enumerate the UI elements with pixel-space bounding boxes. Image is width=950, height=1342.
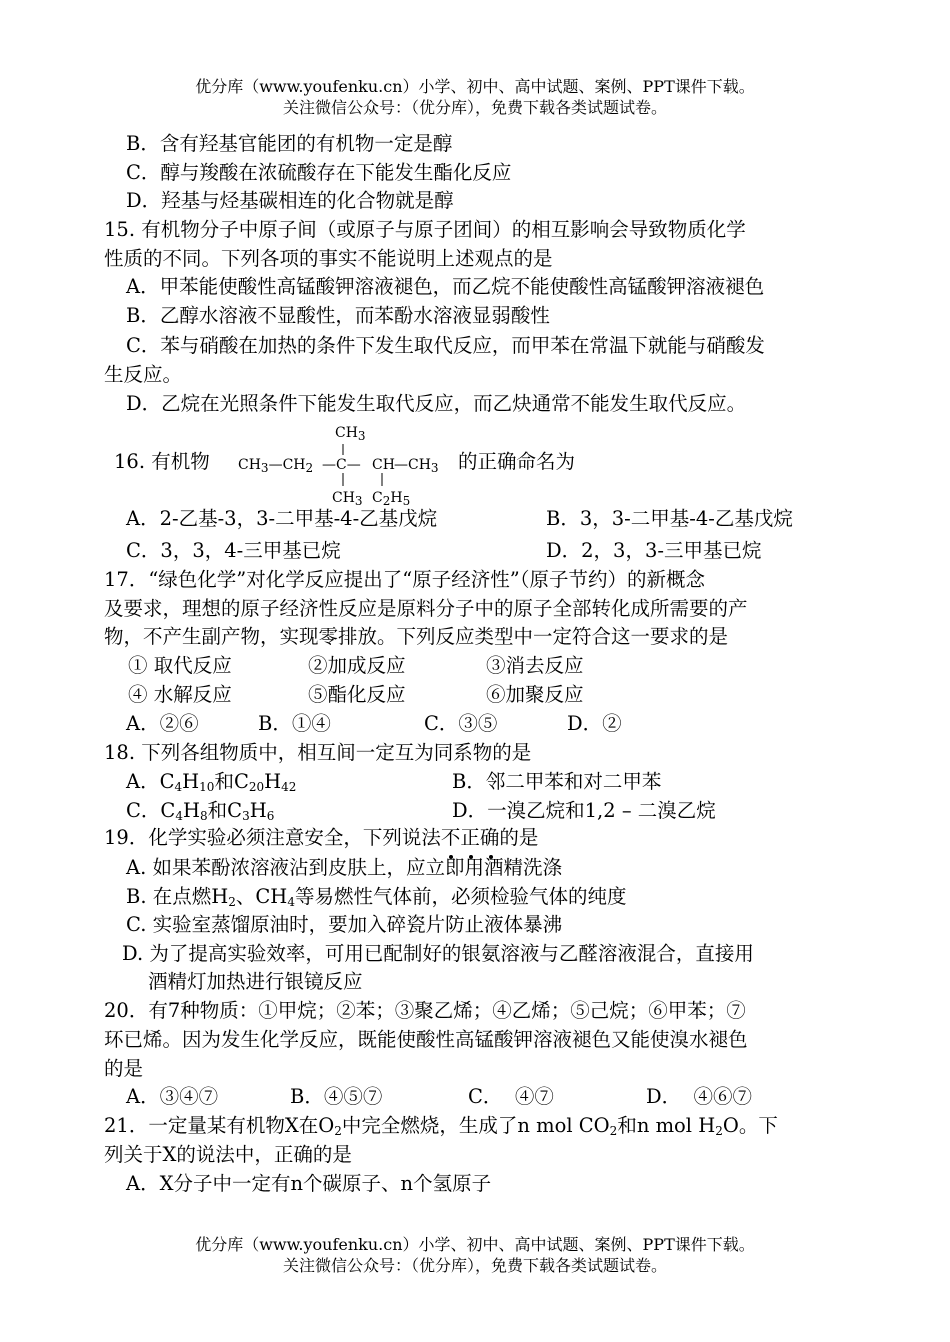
q17-reaction-1: ① 取代反应 [128,654,232,677]
q20-stem-line-3: 的是 [104,1057,144,1080]
footer-line-2: 关注微信公众号：（优分库），免费下载各类试题试卷。 [282,1256,667,1275]
q21-option-a: A．X分子中一定有n个碳原子、n个氢原子 [126,1172,492,1195]
q17-stem-line-2: 及要求，理想的原子经济性反应是原料分子中的原子全部转化成所需要的产 [104,597,748,620]
q16-stem-pre: 16. 有机物 [114,450,210,473]
q18-option-c: C．$C_4H_8$和$C_3H_6$ [126,799,275,823]
q16-stem-post: 的正确命名为 [458,450,576,473]
q20-option-c: C． ④⑦ [468,1085,554,1108]
q18-option-a: A．$C_4H_{10}$和$C_{20}H_{42}$ [126,770,297,794]
top-ch3-group: $CH_3$ [335,425,366,443]
q18-stem: 18. 下列各组物质中，相互间一定互为同系物的是 [104,741,532,764]
q19-option-c: C. 实验室蒸馏原油时，要加入碎瓷片防止液体暴沸 [126,913,563,936]
q15-stem-line-2: 性质的不同。下列各项的事实不能说明上述观点的是 [104,247,553,270]
q17-reaction-3: ③消去反应 [486,654,584,677]
q16-structural-formula [234,422,454,512]
footer-line-1: 优分库（www.youfenku.cn）小学、初中、高中试题、案例、PPT课件下载。 [195,1235,755,1254]
q14-option-b: B．含有羟基官能团的有机物一定是醇 [126,132,453,155]
q15-option-d: D．乙烷在光照条件下能发生取代反应，而乙炔通常不能发生取代反应。 [126,392,747,415]
q17-option-b: B．①④ [258,712,331,735]
q14-option-d: D．羟基与烃基碳相连的化合物就是醇 [126,189,454,212]
main-chain-left: $CH_3—CH_2$ [238,457,314,475]
q20-option-b: B．④⑤⑦ [290,1085,383,1108]
q16-option-b: B．3，3-二甲基-4-乙基戊烷 [546,507,793,530]
q20-stem-line-2: 环已烯。因为发生化学反应，既能使酸性高锰酸钾溶液褪色又能使溴水褪色 [104,1028,748,1051]
page-footer [0,1234,950,1276]
q14-option-c: C．醇与羧酸在浓硫酸存在下能发生酯化反应 [126,161,512,184]
right-ch3-group: $—CH_3$ [394,457,439,475]
q19-option-a: A. 如果苯酚浓溶液沾到皮肤上，应立即用酒精洗涤 [126,856,562,879]
q17-reaction-4: ④ 水解反应 [128,683,232,706]
q20-option-d: D． ④⑥⑦ [646,1085,753,1108]
q15-option-c-line-1: C．苯与硝酸在加热的条件下发生取代反应，而甲苯在常温下就能与硝酸发 [126,334,765,357]
ethyl-group: $C_2H_5$ [372,490,411,508]
quaternary-carbon: —C— [322,457,361,473]
q19-option-b: B. 在点燃$H_2$、$CH_4$等易燃性气体前，必须检验气体的纯度 [126,885,627,909]
emphasis-text: 不正确 [441,824,500,852]
q18-option-b: B．邻二甲苯和对二甲苯 [452,770,662,793]
q17-reaction-5: ⑤酯化反应 [308,683,406,706]
header-line-2: 关注微信公众号：（优分库），免费下载各类试题试卷。 [282,98,667,117]
q16-option-c: C．3，3，4-三甲基已烷 [126,539,341,562]
q21-stem-line-2: 列关于X的说法中，正确的是 [104,1143,352,1166]
q15-stem-line-1: 15. 有机物分子中原子间（或原子与原子团间）的相互影响会导致物质化学 [104,218,746,241]
header-line-1: 优分库（www.youfenku.cn）小学、初中、高中试题、案例、PPT课件下载。 [195,77,755,96]
q20-option-a: A．③④⑦ [126,1085,219,1108]
q19-option-d-line-1: D. 为了提高实验效率，可用已配制好的银氨溶液与乙醛溶液混合，直接用 [122,942,754,965]
q17-reaction-6: ⑥加聚反应 [486,683,584,706]
q16-option-a: A．2-乙基-3，3-二甲基-4-乙基戊烷 [126,507,438,530]
q17-stem-line-1: 17．“绿色化学”对化学反应提出了“原子经济性”（原子节约）的新概念 [104,568,705,591]
q17-option-c: C．③⑤ [424,712,498,735]
q19-option-d-line-2: 酒精灯加热进行银镜反应 [148,970,363,993]
q17-stem-line-3: 物，不产生副产物，实现零排放。下列反应类型中一定符合这一要求的是 [104,625,729,648]
ch-group: CH [372,457,395,473]
page-header [0,76,950,118]
bottom-ch3-group: $CH_3$ [332,490,363,508]
q15-option-a: A．甲苯能使酸性高锰酸钾溶液褪色，而乙烷不能使酸性高锰酸钾溶液褪色 [126,275,765,298]
q17-reaction-2: ②加成反应 [308,654,406,677]
q20-stem-line-1: 20．有7种物质：①甲烷；②苯；③聚乙烯；④乙烯；⑤己烷；⑥甲苯；⑦ [104,999,746,1022]
q17-option-d: D．② [567,712,622,735]
q18-option-d: D．一溴乙烷和1,2 – 二溴乙烷 [452,799,716,822]
q16-option-d: D．2，3，3-三甲基已烷 [546,539,762,562]
q15-option-c-line-2: 生反应。 [104,363,183,386]
q17-option-a: A．②⑥ [126,712,199,735]
q15-option-b: B．乙醇水溶液不显酸性，而苯酚水溶液显弱酸性 [126,304,550,327]
q21-stem-line-1: 21．一定量某有机物X在$O_2$中完全燃烧，生成了n mol $CO_2$和n mol $H_2O$。下 [104,1114,778,1138]
q19-stem: 19．化学实验必须注意安全，下列说法不正确 的是 [104,824,538,852]
